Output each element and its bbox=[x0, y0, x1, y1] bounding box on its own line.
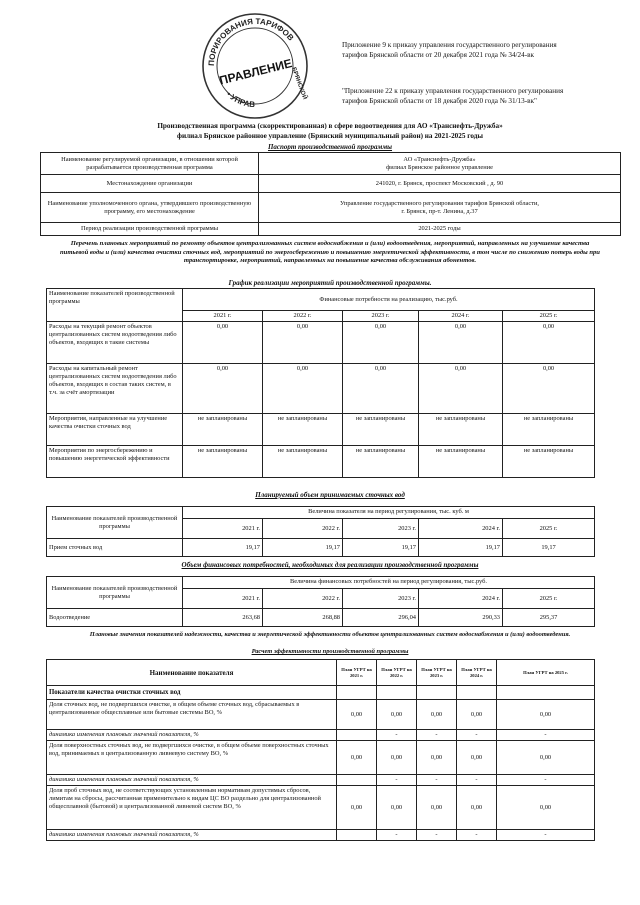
appendix-line-1: Приложение 9 к приказу управления государственного регулирования bbox=[342, 41, 557, 49]
empty-cell bbox=[457, 686, 497, 700]
year-header: 2023 г. bbox=[343, 589, 419, 609]
empty-cell bbox=[337, 830, 377, 841]
finance-heading bbox=[40, 561, 620, 570]
passport-label: Наименование уполномоченного органа, утвердившего производственную программу, его местонахождение bbox=[41, 193, 259, 223]
table-cell: 19,17 bbox=[263, 539, 343, 557]
dynamics-label: динамика изменения плановых значений показателя, % bbox=[47, 830, 337, 841]
finance-table bbox=[46, 576, 595, 627]
year-header: 2023 г. bbox=[343, 311, 419, 322]
year-header: 2021 г. bbox=[183, 519, 263, 539]
dash-cell: - bbox=[377, 830, 417, 841]
table-cell: 0,00 bbox=[343, 364, 419, 414]
table-cell: не запланированы bbox=[263, 414, 343, 446]
efficiency-table bbox=[46, 659, 595, 841]
table-cell: 0,00 bbox=[419, 322, 503, 364]
table-cell: 0,00 bbox=[183, 364, 263, 414]
passport-value-l1: АО «Транснефть-Дружба» bbox=[403, 155, 476, 163]
table-cell: 0,00 bbox=[497, 741, 595, 775]
table-cell: 0,00 bbox=[183, 322, 263, 364]
plan-header: План УГРТ на 2021 г. bbox=[337, 660, 377, 686]
efficiency-row-label: Доля поверхностных сточных вод, не подвергшихся очистке, в общем объеме поверхностных сточных вод, принимаемых в централизованную ливневую систему ВО, % bbox=[47, 741, 337, 775]
efficiency-subheading bbox=[40, 648, 620, 656]
stamp-center-text: ПРАВЛЕНИЕ bbox=[217, 56, 294, 88]
passport-value-l2: филиал Брянское районное управление bbox=[386, 163, 493, 171]
dash-cell: - bbox=[417, 775, 457, 786]
year-header: 2021 г. bbox=[183, 311, 263, 322]
table-cell: 0,00 bbox=[377, 741, 417, 775]
dash-cell: - bbox=[377, 775, 417, 786]
schedule-group-header: Финансовые потребности на реализацию, тыс.руб. bbox=[183, 289, 595, 311]
passport-heading bbox=[40, 143, 620, 152]
passport-label: Местонахождение организации bbox=[41, 175, 259, 193]
table-cell: 0,00 bbox=[263, 322, 343, 364]
dash-cell: - bbox=[497, 830, 595, 841]
year-header: 2022 г. bbox=[263, 311, 343, 322]
volume-row-label: Прием сточных вод bbox=[47, 539, 183, 557]
svg-text:• УПРАВ bbox=[225, 90, 256, 109]
year-header: 2023 г. bbox=[343, 519, 419, 539]
finance-row-label: Водоотведение bbox=[47, 609, 183, 627]
table-cell: 0,00 bbox=[417, 700, 457, 730]
table-cell: 0,00 bbox=[377, 700, 417, 730]
empty-cell bbox=[337, 730, 377, 741]
plan-header: План УГРТ на 2023 г. bbox=[417, 660, 457, 686]
table-cell: 0,00 bbox=[263, 364, 343, 414]
dash-cell: - bbox=[457, 730, 497, 741]
volume-group-header: Величина показателя на период регулирования, тыс. куб. м bbox=[183, 507, 595, 519]
table-cell: 0,00 bbox=[457, 700, 497, 730]
year-header: 2022 г. bbox=[263, 519, 343, 539]
plan-header: План УГРТ на 2022 г. bbox=[377, 660, 417, 686]
table-cell: 0,00 bbox=[417, 786, 457, 830]
table-cell: 0,00 bbox=[417, 741, 457, 775]
table-cell: 295,37 bbox=[503, 609, 595, 627]
table-cell: 268,88 bbox=[263, 609, 343, 627]
table-cell: 0,00 bbox=[457, 741, 497, 775]
dash-cell: - bbox=[457, 775, 497, 786]
year-header: 2024 г. bbox=[419, 589, 503, 609]
plan-header: План УГРТ на 2024 г. bbox=[457, 660, 497, 686]
table-cell: 0,00 bbox=[343, 322, 419, 364]
round-stamp bbox=[196, 6, 314, 124]
table-cell: 19,17 bbox=[183, 539, 263, 557]
schedule-row-label: Расходы на текущий ремонт объектов централизованных систем водоотведения либо объектов, входящих в такие системы bbox=[47, 322, 183, 364]
table-cell: не запланированы bbox=[419, 446, 503, 478]
table-cell: 0,00 bbox=[337, 786, 377, 830]
year-header: 2024 г. bbox=[419, 311, 503, 322]
plan-header: План УГРТ на 2025 г. bbox=[497, 660, 595, 686]
passport-table bbox=[40, 152, 621, 236]
year-header: 2025 г. bbox=[503, 311, 595, 322]
schedule-row-label: Мероприятия по энергосбережению и повышению энергетической эффективности bbox=[47, 446, 183, 478]
appendix-line-3: "Приложение 22 к приказу управления государственного регулирования bbox=[342, 87, 564, 95]
year-header: 2022 г. bbox=[263, 589, 343, 609]
year-header: 2025 г. bbox=[503, 589, 595, 609]
table-cell: 0,00 bbox=[503, 322, 595, 364]
table-cell: 0,00 bbox=[457, 786, 497, 830]
schedule-heading: График реализации мероприятий производственной программы. bbox=[228, 279, 432, 287]
passport-value-l2: г. Брянск, пр-т. Ленина, д.37 bbox=[401, 207, 478, 215]
table-cell: 0,00 bbox=[337, 741, 377, 775]
dash-cell: - bbox=[417, 830, 457, 841]
passport-value bbox=[259, 153, 621, 175]
table-cell: 19,17 bbox=[503, 539, 595, 557]
measures-heading: Перечень плановых мероприятий по ремонту объектов централизованных систем водоснабжения и (или) водоотведения, мероприятий, направленных на улучшение качества питьевой воды и (или) качества очистки сточных вод, мероприятий по энергосбережению и повышению энергетической эффективности, в том числе по снижению потерь воды при транспортировке, мероприятий, направленных на повышение качества обслуживания абонентов. bbox=[60, 240, 600, 265]
title-line-2: филиал Брянское районное управление (Брянский муниципальный район) на 2021-2025 годы bbox=[177, 132, 483, 140]
passport-value-l1: Управление государственного регулирования тарифов Брянской области, bbox=[339, 199, 540, 207]
table-cell: не запланированы bbox=[343, 446, 419, 478]
year-header: 2021 г. bbox=[183, 589, 263, 609]
dash-cell: - bbox=[497, 775, 595, 786]
finance-col-header: Наименование показателей производственной программы bbox=[47, 577, 183, 609]
table-cell: не запланированы bbox=[503, 414, 595, 446]
dash-cell: - bbox=[497, 730, 595, 741]
table-cell: 0,00 bbox=[503, 364, 595, 414]
appendix-header bbox=[342, 40, 632, 60]
dynamics-label: динамика изменения плановых значений показателя, % bbox=[47, 730, 337, 741]
table-cell: не запланированы bbox=[183, 446, 263, 478]
dash-cell: - bbox=[377, 730, 417, 741]
efficiency-row-label: Доля сточных вод, не подвергшихся очистке, в общем объеме сточных вод, сбрасываемых в централизованные общесплавные или бытовые системы ВО, % bbox=[47, 700, 337, 730]
dash-cell: - bbox=[457, 830, 497, 841]
table-cell: 0,00 bbox=[337, 700, 377, 730]
efficiency-col-header: Наименование показателя bbox=[47, 660, 337, 686]
table-cell: не запланированы bbox=[183, 414, 263, 446]
volume-heading bbox=[40, 491, 620, 500]
efficiency-subheading-text: Расчет эффективности производственной программы bbox=[251, 648, 409, 655]
year-header: 2025 г. bbox=[503, 519, 595, 539]
table-cell: 19,17 bbox=[343, 539, 419, 557]
dynamics-label: динамика изменения плановых значений показателя, % bbox=[47, 775, 337, 786]
table-cell: 0,00 bbox=[497, 700, 595, 730]
table-cell: 296,04 bbox=[343, 609, 419, 627]
passport-value: 241020, г. Брянск, проспект Московский , д. 90 bbox=[259, 175, 621, 193]
table-cell: не запланированы bbox=[419, 414, 503, 446]
volume-heading-text: Планируемый объем принимаемых сточных вод bbox=[255, 491, 405, 499]
empty-cell bbox=[497, 686, 595, 700]
efficiency-section: Показатели качества очистки сточных вод bbox=[47, 686, 337, 700]
efficiency-row-label: Доля проб сточных вод, не соответствующих установленным нормативам допустимых сбросов, лимитам на сбросы, рассчитанная применительно к видам ЦС ВО раздельно для централизованной общесплавной (бытовой) и централизованной ливневой систем ВО, % bbox=[47, 786, 337, 830]
table-cell: 19,17 bbox=[419, 539, 503, 557]
table-cell: 263,68 bbox=[183, 609, 263, 627]
stamp-text-bottom: • УПРАВ bbox=[224, 89, 256, 110]
finance-heading-text: Объем финансовых потребностей, необходимых для реализации производственной программы bbox=[181, 561, 479, 569]
schedule-row-label: Мероприятия, направленные на улучшение качества очистки сточных вод bbox=[47, 414, 183, 446]
table-cell: 0,00 bbox=[377, 786, 417, 830]
passport-value bbox=[259, 193, 621, 223]
empty-cell bbox=[417, 686, 457, 700]
year-header: 2024 г. bbox=[419, 519, 503, 539]
stamp-text-top: ПОРИРОВАНИЯ ТАРИФОВ bbox=[206, 16, 296, 67]
passport-label: Наименование регулируемой организации, в отношении которой разрабатывается производственная программа bbox=[41, 153, 259, 175]
empty-cell bbox=[337, 686, 377, 700]
appendix-header-prev bbox=[342, 86, 632, 106]
table-cell: не запланированы bbox=[343, 414, 419, 446]
dash-cell: - bbox=[417, 730, 457, 741]
volume-col-header: Наименование показателей производственной программы bbox=[47, 507, 183, 539]
table-cell: не запланированы bbox=[263, 446, 343, 478]
table-cell: 290,33 bbox=[419, 609, 503, 627]
finance-group-header: Величина финансовых потребностей на период регулирования, тыс.руб. bbox=[183, 577, 595, 589]
passport-label: Период реализации производственной программы bbox=[41, 223, 259, 236]
passport-value: 2021-2025 годы bbox=[259, 223, 621, 236]
appendix-line-4: тарифов Брянской области от 18 декабря 2020 года № 31/13-вк" bbox=[342, 97, 537, 105]
empty-cell bbox=[337, 775, 377, 786]
passport-heading-text: Паспорт производственной программы bbox=[267, 143, 393, 151]
table-cell: 0,00 bbox=[497, 786, 595, 830]
efficiency-heading: Плановые значения показателей надежности, качества и энергетической эффективности объектов централизованных систем водоснабжения и (или) водоотведения. bbox=[89, 631, 571, 638]
title-line-1: Производственная программа (скорректированная) в сфере водоотведения для АО «Транснефть-Дружба» bbox=[157, 122, 503, 130]
schedule-col-header: Наименование показателей производственной программы bbox=[47, 289, 183, 322]
schedule-table bbox=[46, 288, 595, 478]
table-cell: 0,00 bbox=[419, 364, 503, 414]
table-cell: не запланированы bbox=[503, 446, 595, 478]
document-title bbox=[40, 121, 620, 141]
schedule-row-label: Расходы на капитальный ремонт централизованных систем водоотведения либо объектов, входящих в состав таких систем, в т.ч. за счёт амортизации bbox=[47, 364, 183, 414]
stamp-text-right: БРЯНСКОЙ bbox=[290, 66, 308, 101]
appendix-line-2: тарифов Брянской области от 20 декабря 2021 года № 34/24-вк bbox=[342, 51, 535, 59]
volume-table bbox=[46, 506, 595, 557]
empty-cell bbox=[377, 686, 417, 700]
